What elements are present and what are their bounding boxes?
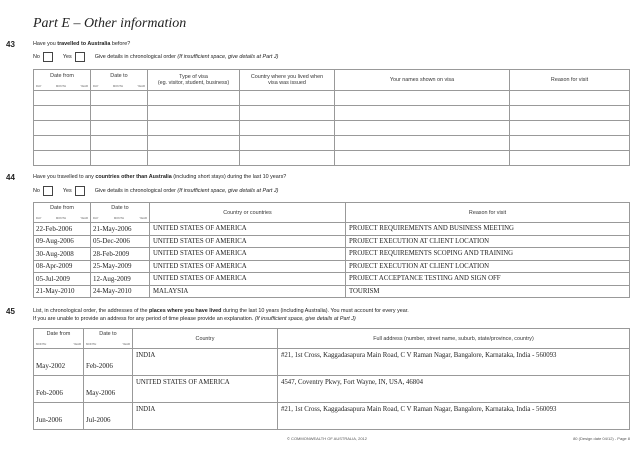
q44-number: 44	[6, 173, 15, 182]
q43-header-date-from: Date from DAY MONTH YEAR	[34, 70, 91, 91]
q43-cell[interactable]	[91, 91, 148, 106]
q43-cell[interactable]	[34, 121, 91, 136]
q43-text: Have you travelled to Australia before?	[33, 41, 131, 47]
q44-date-to[interactable]: 24-May-2010	[91, 285, 150, 298]
q45-header-address: Full address (number, street name, suburb, state/province, country)	[278, 329, 630, 349]
q43-cell[interactable]	[91, 151, 148, 166]
q44-date-to[interactable]: 21-May-2006	[91, 223, 150, 236]
no-label: No	[33, 188, 40, 194]
q44-date-from[interactable]: 30-Aug-2008	[34, 248, 91, 261]
q45-number: 45	[6, 307, 15, 316]
q44-country[interactable]: UNITED STATES OF AMERICA	[150, 273, 346, 286]
q44-table	[33, 202, 630, 298]
table-row	[34, 106, 630, 121]
yes-label: Yes	[62, 54, 72, 60]
table-row	[34, 376, 630, 403]
q43-cell[interactable]	[148, 91, 240, 106]
q43-cell[interactable]	[335, 121, 510, 136]
q44-reason[interactable]: TOURISM	[346, 285, 630, 298]
q45-country[interactable]: INDIA	[133, 403, 278, 430]
q43-cell[interactable]	[510, 121, 630, 136]
q44-no-checkbox[interactable]	[43, 186, 53, 196]
q43-cell[interactable]	[335, 151, 510, 166]
q43-cell[interactable]	[240, 91, 335, 106]
q44-yes-checkbox[interactable]	[75, 186, 85, 196]
q44-date-from[interactable]: 21-May-2010	[34, 285, 91, 298]
q44-date-from[interactable]: 08-Apr-2009	[34, 260, 91, 273]
q44-header-reason: Reason for visit	[346, 203, 630, 223]
q44-date-to[interactable]: 25-May-2009	[91, 260, 150, 273]
footer-form-ref: 80 (Design date 04/12) - Page 8	[573, 436, 630, 441]
q43-table	[33, 69, 630, 166]
q43-cell[interactable]	[335, 91, 510, 106]
part-title: Part E – Other information	[33, 16, 187, 31]
q43-cell[interactable]	[148, 136, 240, 151]
footer-copyright: © COMMONWEALTH OF AUSTRALIA, 2012	[287, 436, 367, 441]
table-row	[34, 91, 630, 106]
q43-cell[interactable]	[34, 151, 91, 166]
table-row	[34, 260, 630, 273]
q44-country[interactable]: UNITED STATES OF AMERICA	[150, 235, 346, 248]
q43-cell[interactable]	[91, 106, 148, 121]
q43-cell[interactable]	[34, 91, 91, 106]
q43-cell[interactable]	[240, 136, 335, 151]
q45-address[interactable]: #21, 1st Cross, Kaggadasapura Main Road, C V Raman Nagar, Bangalore, Karnataka, India - 560093	[278, 349, 630, 376]
q43-cell[interactable]	[148, 106, 240, 121]
q45-date-to[interactable]: Feb-2006	[84, 349, 133, 376]
q43-cell[interactable]	[91, 136, 148, 151]
q43-number: 43	[6, 40, 15, 49]
q43-yes-checkbox[interactable]	[75, 52, 85, 62]
q43-cell[interactable]	[335, 136, 510, 151]
q44-reason[interactable]: PROJECT ACCEPTANCE TESTING AND SIGN OFF	[346, 273, 630, 286]
table-row	[34, 121, 630, 136]
q43-cell[interactable]	[510, 106, 630, 121]
q44-country[interactable]: UNITED STATES OF AMERICA	[150, 223, 346, 236]
q44-country[interactable]: UNITED STATES OF AMERICA	[150, 248, 346, 261]
table-row	[34, 223, 630, 236]
q44-header-date-to: Date to DAY MONTH YEAR	[91, 203, 150, 223]
q45-date-to[interactable]: May-2006	[84, 376, 133, 403]
table-row	[34, 136, 630, 151]
q45-date-from[interactable]: Jun-2006	[34, 403, 84, 430]
table-row	[34, 248, 630, 261]
q45-text-line1: List, in chronological order, the addresses of the places where you have lived during the last 10 years (including Australia). You must account for every year.	[33, 308, 409, 314]
q44-yes-instructions: Give details in chronological order (If insufficient space, give details at Part J)	[94, 188, 279, 194]
q44-text: Have you travelled to any countries other than Australia (including short stays) during the last 10 years?	[33, 174, 287, 180]
q43-header-reason: Reason for visit	[510, 70, 630, 91]
q45-country[interactable]: INDIA	[133, 349, 278, 376]
q45-address[interactable]: 4547, Coventry Pkwy, Fort Wayne, IN, USA, 46804	[278, 376, 630, 403]
q45-table	[33, 328, 630, 430]
q44-date-to[interactable]: 12-Aug-2009	[91, 273, 150, 286]
q44-header-date-from: Date from DAY MONTH YEAR	[34, 203, 91, 223]
q44-country[interactable]: UNITED STATES OF AMERICA	[150, 260, 346, 273]
q44-reason[interactable]: PROJECT EXECUTION AT CLIENT LOCATION	[346, 235, 630, 248]
q43-cell[interactable]	[510, 136, 630, 151]
q43-cell[interactable]	[335, 106, 510, 121]
q45-header-date-to: Date to MONTH YEAR	[84, 329, 133, 349]
q44-date-to[interactable]: 28-Feb-2009	[91, 248, 150, 261]
q43-cell[interactable]	[510, 91, 630, 106]
q43-cell[interactable]	[240, 121, 335, 136]
table-row	[34, 349, 630, 376]
no-label: No	[33, 54, 40, 60]
table-row	[34, 285, 630, 298]
table-row	[34, 235, 630, 248]
q44-reason[interactable]: PROJECT REQUIREMENTS AND BUSINESS MEETING	[346, 223, 630, 236]
q43-yes-instructions: Give details in chronological order (If insufficient space, give details at Part J)	[94, 54, 279, 60]
q43-yes-no	[33, 52, 278, 62]
q45-country[interactable]: UNITED STATES OF AMERICA	[133, 376, 278, 403]
yes-label: Yes	[62, 188, 72, 194]
q45-header-date-from: Date from MONTH YEAR	[34, 329, 84, 349]
q45-address[interactable]: #21, 1st Cross, Kaggadasapura Main Road, C V Raman Nagar, Bangalore, Karnataka, India - 560093	[278, 403, 630, 430]
table-row	[34, 403, 630, 430]
q45-date-to[interactable]: Jul-2006	[84, 403, 133, 430]
q43-cell[interactable]	[240, 106, 335, 121]
q43-cell[interactable]	[91, 121, 148, 136]
q43-header-country-lived: Country where you lived when visa was issued	[240, 70, 335, 91]
q45-date-from[interactable]: May-2002	[34, 349, 84, 376]
table-row	[34, 273, 630, 286]
q45-header-country: Country	[133, 329, 278, 349]
q44-header-country: Country or countries	[150, 203, 346, 223]
table-row	[34, 151, 630, 166]
q44-date-from[interactable]: 05-Jul-2009	[34, 273, 91, 286]
q44-country[interactable]: MALAYSIA	[150, 285, 346, 298]
q44-reason[interactable]: PROJECT REQUIREMENTS SCOPING AND TRAINING	[346, 248, 630, 261]
q43-header-names: Your names shown on visa	[335, 70, 510, 91]
q43-no-checkbox[interactable]	[43, 52, 53, 62]
q44-date-to[interactable]: 05-Dec-2006	[91, 235, 150, 248]
q43-header-visa-type: Type of visa (eg. visitor, student, business)	[148, 70, 240, 91]
q43-cell[interactable]	[34, 136, 91, 151]
q44-reason[interactable]: PROJECT EXECUTION AT CLIENT LOCATION	[346, 260, 630, 273]
q44-yes-no	[33, 186, 278, 196]
q44-date-from[interactable]: 22-Feb-2006	[34, 223, 91, 236]
q43-header-date-to: Date to DAY MONTH YEAR	[91, 70, 148, 91]
q45-text-line2: If you are unable to provide an address for any period of time please provide an explanation. (If insufficient space, give details at Part J)	[33, 316, 356, 322]
q43-cell[interactable]	[510, 151, 630, 166]
q45-date-from[interactable]: Feb-2006	[34, 376, 84, 403]
q43-cell[interactable]	[34, 106, 91, 121]
q44-date-from[interactable]: 09-Aug-2006	[34, 235, 91, 248]
q43-cell[interactable]	[148, 121, 240, 136]
q43-cell[interactable]	[240, 151, 335, 166]
q43-cell[interactable]	[148, 151, 240, 166]
